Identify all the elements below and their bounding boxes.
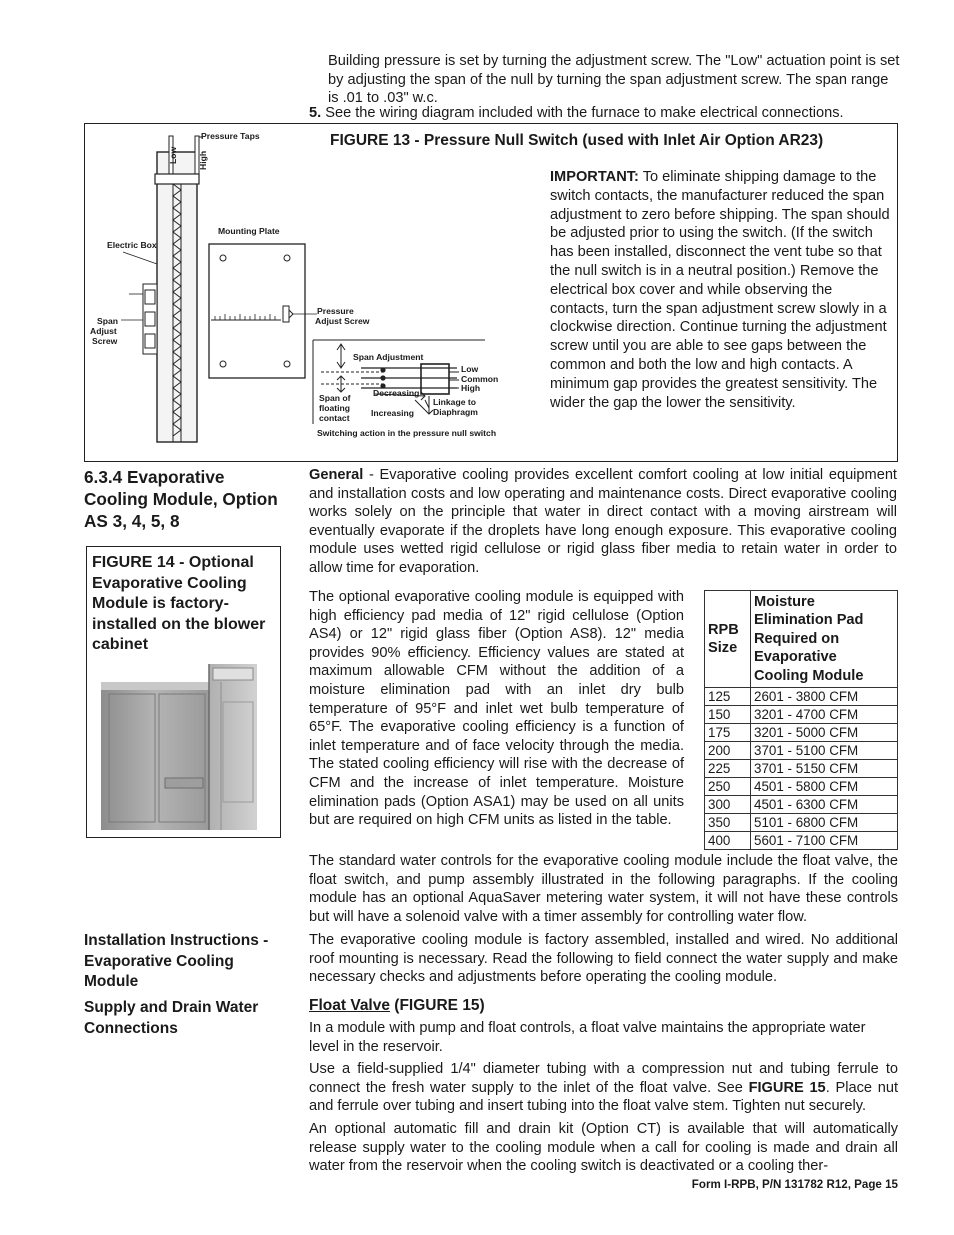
- label-span-adjust-2: Adjust: [90, 326, 117, 336]
- label-span-floating-3: contact: [319, 413, 350, 423]
- label-contact-common: Common: [461, 374, 499, 384]
- cell-size: 400: [705, 832, 751, 850]
- figure-14-title: FIGURE 14 - Optional Evaporative Cooling Module is factory-installed on the blower cabinet: [92, 554, 266, 653]
- table-row: [705, 706, 898, 724]
- header-rpb-size: RPB Size: [705, 591, 751, 688]
- label-linkage-1: Linkage to: [433, 397, 476, 407]
- option-paragraph: The optional evaporative cooling module is equipped with high efficiency pad media of 12" rigid cellulose (Option AS4) or 12" rigid glass fiber (Option AS8). 12" media provides 90% efficiency. Efficiency values are stated at maximum allowable CFM without the addition of a moisture elimination pad with an inlet dry bulb temperature of 95°F and inlet wet bulb temperature of 65°F. The evaporative cooling efficiency is a function of inlet temperature and of face velocity through the media. The stated cooling efficiency will rise with the decrease of CFM and the increase of inlet temperature. Moisture elimination pads (Option ASA1) may be used on all units but are required on high CFM units as listed in the table.: [309, 589, 684, 829]
- general-label: General: [309, 467, 364, 483]
- table-row: [705, 832, 898, 850]
- general-paragraph: [309, 466, 897, 578]
- cell-cfm: 4501 - 6300 CFM: [751, 796, 898, 814]
- cell-cfm: 3201 - 5000 CFM: [751, 724, 898, 742]
- general-text: - Evaporative cooling provides excellent comfort cooling at low initial equipment and installation costs and low operating and maintenance costs. Direct evaporative cooling works solely on the principle that water in direct contact with a moving airstream will eventually evaporate if the droplets have long enough exposure. This evaporative cooling module uses wetted rigid cellulose or rigid glass fiber media to retain water in order to allow time for evaporation.: [309, 467, 897, 576]
- step-5-text: See the wiring diagram included with the furnace to make electrical connections.: [325, 105, 844, 121]
- label-mounting-plate: Mounting Plate: [218, 226, 280, 236]
- table-row: [705, 778, 898, 796]
- label-span-floating-2: floating: [319, 403, 351, 413]
- cell-size: 350: [705, 814, 751, 832]
- label-contact-high: High: [461, 383, 481, 393]
- table-row: [705, 760, 898, 778]
- page-footer: Form I-RPB, P/N 131782 R12, Page 15: [691, 1178, 898, 1191]
- label-linkage-2: Diaphragm: [433, 407, 478, 417]
- header-moisture-pad: Moisture Elimination Pad Required on Evaporative Cooling Module: [751, 591, 898, 688]
- table-row: [705, 688, 898, 706]
- label-span-adjust-3: Screw: [92, 336, 118, 346]
- label-pressure-adjust-2: Adjust Screw: [315, 316, 370, 326]
- float-valve-paragraph-1: In a module with pump and float controls, a float valve maintains the appropriate water level in the reservoir.: [309, 1020, 866, 1055]
- float-p2-a: Use a field-supplied 1/4" diameter tubing with a compression nut and tubing ferrule to connect the fresh water supply to the inlet of the float valve. See: [309, 1061, 898, 1096]
- water-controls-paragraph: The standard water controls for the evaporative cooling module include the float valve, the float switch, and pump assembly illustrated in the following paragraphs. If the cooling module has an optional AquaSaver metering water system, it will not have these controls but will have a solenoid valve with a timer assembly for controlling water flow.: [309, 853, 898, 925]
- step-5-number: 5.: [309, 105, 322, 121]
- cell-size: 200: [705, 742, 751, 760]
- top-paragraph: Building pressure is set by turning the adjustment screw. The "Low" actuation point is set by adjusting the span of the null by turning the span adjustment screw. The span range is .01 to .03" w.c.: [328, 53, 900, 107]
- float-valve-heading: [309, 996, 898, 1016]
- label-contact-low: Low: [461, 364, 479, 374]
- label-pressure-taps: Pressure Taps: [201, 131, 260, 141]
- label-electric-box: Electric Box: [107, 240, 157, 250]
- cell-size: 225: [705, 760, 751, 778]
- cell-cfm: 2601 - 3800 CFM: [751, 688, 898, 706]
- float-valve-paragraph-3: An optional automatic fill and drain kit (Option CT) is available that will automatically release supply water to the cooling module when a call for cooling is made and drain all water from the reservoir when the cooling switch is deactivated or a cooling ther-: [309, 1121, 898, 1175]
- important-label: IMPORTANT:: [550, 169, 639, 185]
- float-p2-b: . Place nut and ferrule over tubing and insert tubing into the float valve stem. Tighten nut securely.: [309, 1079, 898, 1115]
- cell-cfm: 5601 - 7100 CFM: [751, 832, 898, 850]
- switch-housing: [157, 152, 197, 442]
- cell-cfm: 5101 - 6800 CFM: [751, 814, 898, 832]
- section-heading: 6.3.4 Evaporative Cooling Module, Option AS 3, 4, 5, 8: [84, 467, 278, 531]
- cell-size: 250: [705, 778, 751, 796]
- supply-heading: Supply and Drain Water Connections: [84, 999, 259, 1037]
- cell-size: 125: [705, 688, 751, 706]
- cell-size: 300: [705, 796, 751, 814]
- float-valve-paragraph-2: [309, 1060, 898, 1116]
- float-valve-heading-ref: (FIGURE 15): [389, 997, 485, 1014]
- figure-13-box: [84, 123, 898, 462]
- figure-15-reference: FIGURE 15: [748, 1079, 826, 1096]
- important-text: To eliminate shipping damage to the switch contacts, the manufacturer reduced the span adjustment to zero before shipping. The span should be adjusted prior to using the switch. (If the switch has been installed, disconnect the vent tube so that the null switch is in a neutral position.) Remove the electrical box cover and while observing the contacts, turn the span adjustment screw slowly in a clockwise direction. Continue turning the adjustment screw until you are able to see gaps between the common and both the low and high contacts. A minimum gap provides the greatest sensitivity. The wider the gap the lower the sensitivity.: [550, 169, 890, 411]
- table-row: [705, 796, 898, 814]
- label-switching-action: Switching action in the pressure null switch: [317, 428, 497, 438]
- figure-13-important-note: [550, 168, 892, 412]
- cell-size: 175: [705, 724, 751, 742]
- label-decreasing: Decreasing: [373, 388, 420, 398]
- label-span-adjustment: Span Adjustment: [353, 352, 424, 362]
- label-span-floating-1: Span of: [319, 393, 351, 403]
- evaporative-cooling-module-photo: [95, 662, 259, 832]
- step-5: [309, 104, 909, 123]
- label-low-tap: Low: [168, 146, 178, 164]
- cell-cfm: 3701 - 5150 CFM: [751, 760, 898, 778]
- moisture-pad-table: [704, 590, 898, 850]
- table-header-row: [705, 591, 898, 688]
- cell-cfm: 3201 - 4700 CFM: [751, 706, 898, 724]
- figure-13-title: FIGURE 13 - Pressure Null Switch (used with Inlet Air Option AR23): [330, 132, 824, 149]
- cell-size: 150: [705, 706, 751, 724]
- table-row: [705, 814, 898, 832]
- factory-paragraph: The evaporative cooling module is factory assembled, installed and wired. No additional roof mounting is necessary. Read the following to field connect the water supply and make necessary checks and adjustments before operating the cooling module.: [309, 932, 898, 986]
- label-high-tap: High: [198, 150, 208, 170]
- label-increasing: Increasing: [371, 408, 414, 418]
- table-row: [705, 724, 898, 742]
- table-row: [705, 742, 898, 760]
- install-heading: Installation Instructions - Evaporative Cooling Module: [84, 932, 269, 990]
- cell-cfm: 3701 - 5100 CFM: [751, 742, 898, 760]
- figure-14-box: [86, 546, 281, 838]
- cell-cfm: 4501 - 5800 CFM: [751, 778, 898, 796]
- label-pressure-adjust-1: Pressure: [317, 306, 354, 316]
- label-span-adjust-1: Span: [97, 316, 119, 326]
- float-valve-heading-link: Float Valve: [309, 997, 390, 1014]
